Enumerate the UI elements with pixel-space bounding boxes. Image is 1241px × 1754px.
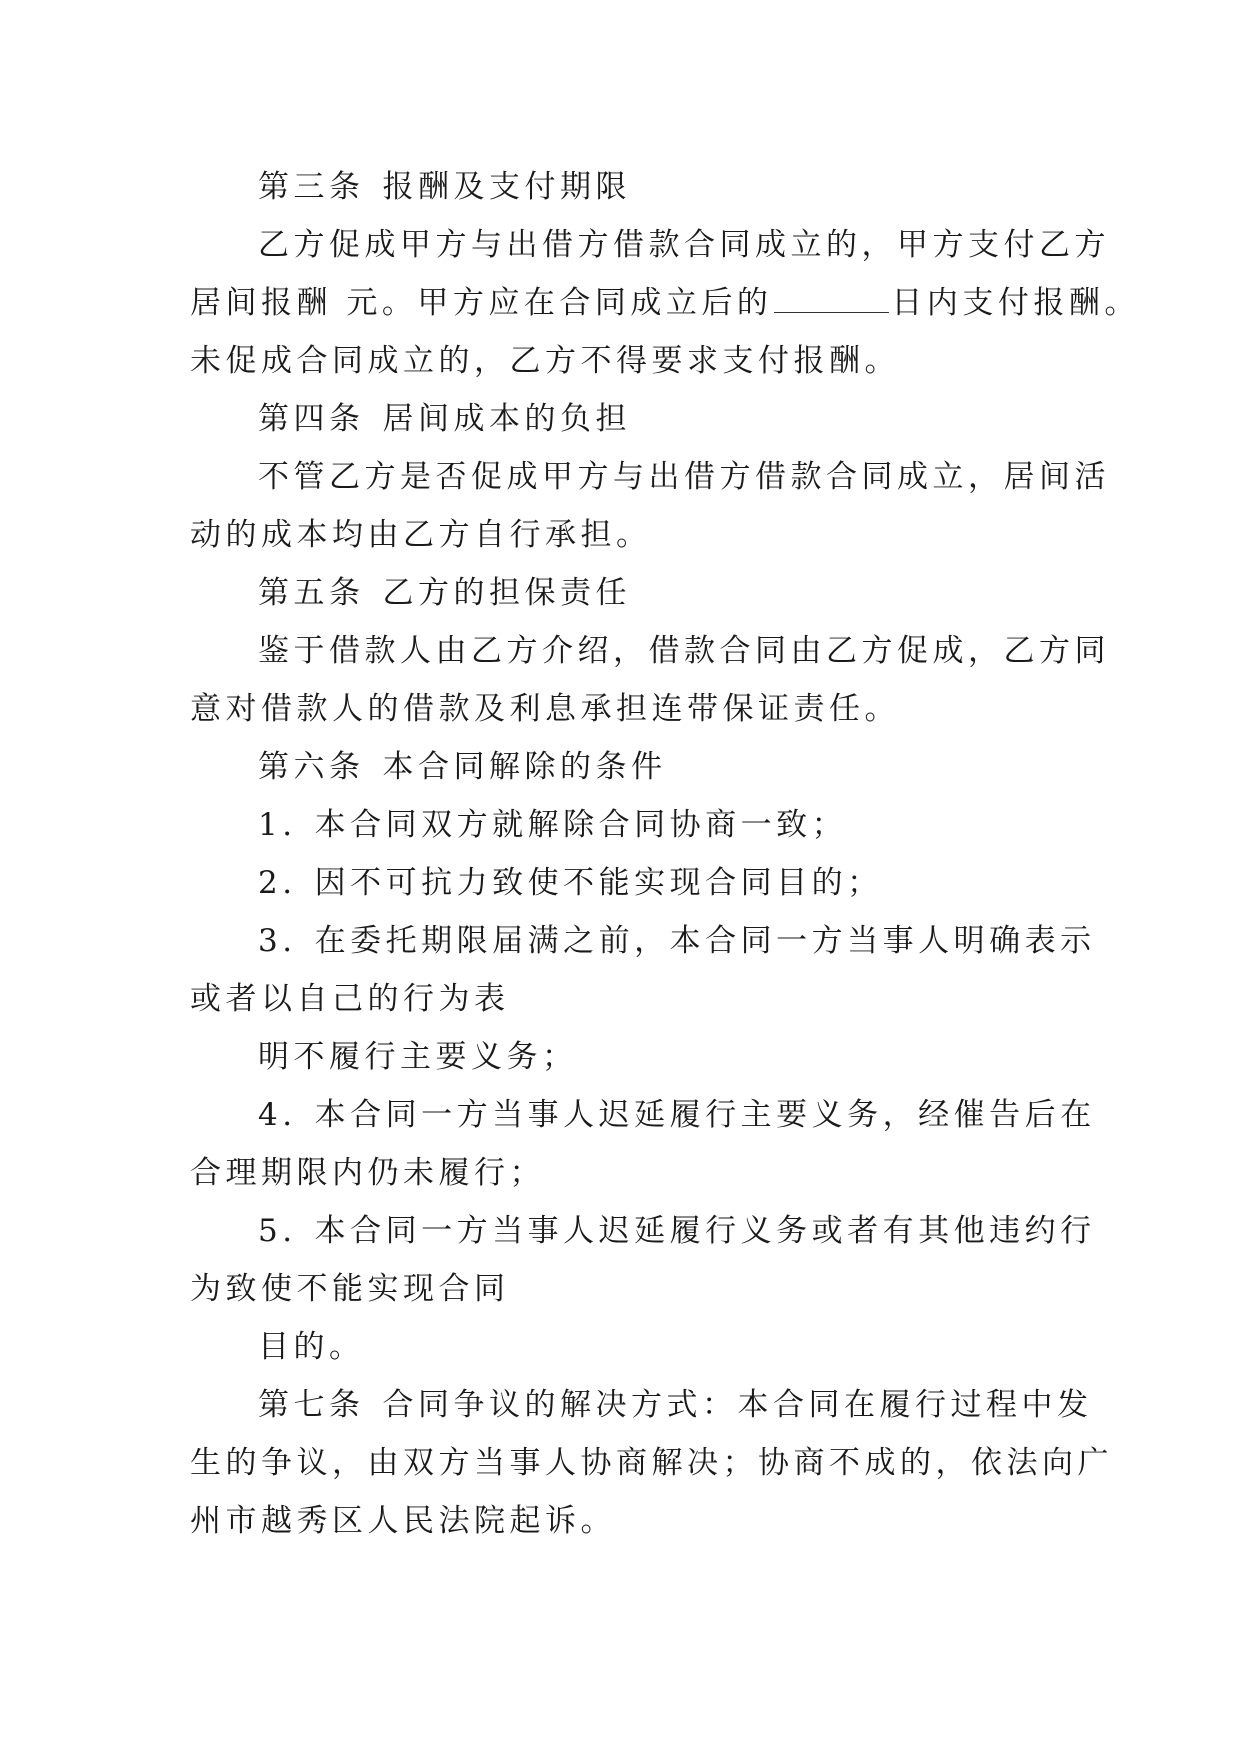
list-number: 4.: [258, 1097, 297, 1133]
paragraph-line: 不管乙方是否促成甲方与出借方借款合同成立，居间活: [258, 459, 1110, 495]
article-number: 第五条: [258, 575, 365, 611]
article-number: 第四条: [258, 401, 365, 437]
article-title: 乙方的担保责任: [382, 575, 631, 611]
list-item-continuation: 目的。: [258, 1329, 365, 1365]
list-item-continuation: 明不履行主要义务；: [258, 1039, 578, 1075]
list-item: 1. 本合同双方就解除合同协商一致；: [258, 807, 848, 843]
fill-in-blank: [774, 284, 889, 313]
paragraph-line: 动的成本均由乙方自行承担。: [190, 517, 652, 553]
article-number: 第七条: [258, 1387, 365, 1423]
list-item: 2. 因不可抗力致使不能实现合同目的；: [258, 865, 883, 901]
article-6-heading: [190, 738, 1052, 796]
article-4-heading: [190, 390, 1052, 448]
article-3-heading: [190, 158, 1052, 216]
paragraph-line: 乙方促成甲方与出借方借款合同成立的，甲方支付乙方: [258, 227, 1110, 263]
list-item-continuation: 合理期限内仍未履行；: [190, 1155, 545, 1191]
paragraph-line: 鉴于借款人由乙方介绍，借款合同由乙方促成，乙方同: [258, 633, 1110, 669]
paragraph-line: 未促成合同成立的，乙方不得要求支付报酬。: [190, 343, 900, 379]
article-title: 本合同解除的条件: [382, 749, 667, 785]
list-item: 5. 本合同一方当事人迟延履行义务或者有其他违约行: [258, 1213, 1096, 1249]
list-item-continuation: 或者以自己的行为表: [190, 981, 510, 1017]
paragraph-line: 州市越秀区人民法院起诉。: [190, 1503, 616, 1539]
list-item-continuation: 为致使不能实现合同: [190, 1271, 510, 1307]
article-title: 报酬及支付期限: [382, 169, 631, 205]
article-number: 第六条: [258, 749, 365, 785]
article-number: 第三条: [258, 169, 365, 205]
list-number: 3.: [258, 923, 297, 959]
article-title: 居间成本的负担: [382, 401, 631, 437]
contract-body: [190, 158, 1140, 1550]
paragraph-line: 生的争议，由双方当事人协商解决；协商不成的，依法向广: [190, 1445, 1113, 1481]
list-number: 5.: [258, 1213, 297, 1249]
list-number: 2.: [258, 865, 297, 901]
list-number: 1.: [258, 807, 297, 843]
list-item: 3. 在委托期限届满之前，本合同一方当事人明确表示: [258, 923, 1096, 959]
article-7-paragraph: 第七条 合同争议的解决方式：本合同在履行过程中发: [258, 1387, 1093, 1423]
paragraph-line: 居间报酬 元。甲方应在合同成立后的 日内支付报酬。: [190, 285, 1140, 321]
list-item: 4. 本合同一方当事人迟延履行主要义务，经催告后在: [258, 1097, 1096, 1133]
article-5-heading: [190, 564, 1052, 622]
paragraph-line: 意对借款人的借款及利息承担连带保证责任。: [190, 691, 900, 727]
